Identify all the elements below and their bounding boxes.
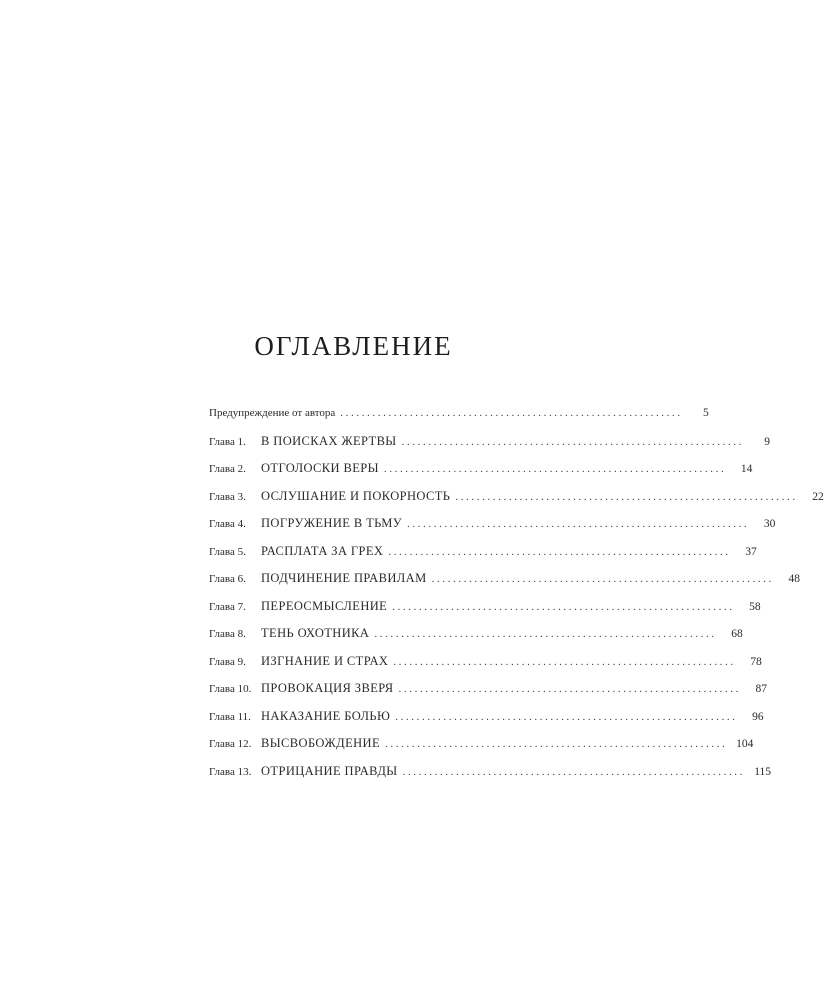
- toc-entry-page: 5: [702, 407, 709, 419]
- dot-leader: ................................................................: [406, 518, 750, 530]
- toc-entry-preface[interactable]: [209, 403, 709, 431]
- dot-leader: ................................................................: [393, 655, 736, 668]
- toc-entry-page: 30: [763, 518, 776, 530]
- toc-entry-page: 68: [731, 628, 743, 640]
- toc-entry-label: Глава 12.: [209, 738, 252, 750]
- toc-entry-label: Глава 11.: [209, 710, 251, 723]
- toc-entry-chapter-12[interactable]: [209, 733, 754, 761]
- toc-entry-label: Глава 13.: [209, 765, 252, 778]
- toc-entry-chapter-1[interactable]: [209, 431, 771, 459]
- dot-leader: ................................................................: [395, 710, 738, 723]
- toc-entry-chapter-3[interactable]: [209, 486, 824, 514]
- toc-entry-chapter-11[interactable]: [209, 706, 764, 734]
- toc-entry-page: 48: [788, 573, 800, 585]
- toc-entry-chapter-4[interactable]: [209, 513, 776, 541]
- toc-entry-title: ПРОВОКАЦИЯ ЗВЕРЯ: [261, 681, 394, 695]
- dot-leader: ................................................................: [455, 490, 798, 503]
- toc-entry-chapter-7[interactable]: [209, 596, 761, 624]
- toc-entry-page: 9: [764, 435, 771, 448]
- toc-entry-label: Глава 4.: [209, 518, 246, 530]
- toc-entry-chapter-10[interactable]: [209, 678, 767, 706]
- dot-leader: ................................................................: [385, 738, 728, 750]
- toc-entry-page: 87: [755, 683, 767, 695]
- toc-entry-title: ПОДЧИНЕНИЕ ПРАВИЛАМ: [261, 571, 427, 585]
- toc-entry-page: 78: [750, 655, 762, 668]
- toc-entry-label: Глава 9.: [209, 655, 246, 668]
- toc-entry-title: В ПОИСКАХ ЖЕРТВЫ: [261, 433, 397, 448]
- toc-entry-title: НАКАЗАНИЕ БОЛЬЮ: [261, 708, 391, 723]
- toc-entry-title: РАСПЛАТА ЗА ГРЕХ: [261, 543, 384, 558]
- dot-leader: ................................................................: [392, 600, 735, 613]
- toc-entry-label: Глава 10.: [209, 683, 252, 695]
- toc-entry-title: ОТРИЦАНИЕ ПРАВДЫ: [261, 763, 398, 778]
- toc-entry-page: 104: [736, 738, 754, 750]
- dot-leader: ................................................................: [431, 573, 774, 585]
- toc-entry-label: Глава 8.: [209, 628, 246, 640]
- dot-leader: ................................................................: [388, 545, 731, 558]
- toc-entry-chapter-6[interactable]: [209, 568, 800, 596]
- toc-entry-title: ОТГОЛОСКИ ВЕРЫ: [261, 461, 379, 475]
- toc-entry-label: Глава 7.: [209, 600, 246, 613]
- toc-entry-page: 96: [752, 710, 764, 723]
- toc-entry-chapter-2[interactable]: [209, 458, 753, 486]
- dot-leader: ................................................................: [402, 765, 746, 778]
- table-of-contents: [209, 403, 824, 788]
- toc-entry-page: 115: [754, 765, 772, 778]
- toc-entry-chapter-8[interactable]: [209, 623, 743, 651]
- toc-entry-label: Глава 1.: [209, 435, 246, 448]
- toc-entry-page: 22: [812, 490, 824, 503]
- toc-entry-chapter-9[interactable]: [209, 651, 762, 679]
- toc-entry-page: 37: [745, 545, 757, 558]
- dot-leader: ................................................................: [401, 435, 745, 448]
- dot-leader: ................................................................: [398, 683, 741, 695]
- toc-entry-page: 58: [749, 600, 761, 613]
- toc-entry-chapter-5[interactable]: [209, 541, 757, 569]
- toc-entry-chapter-13[interactable]: [209, 761, 772, 789]
- toc-entry-title: ИЗГНАНИЕ И СТРАХ: [261, 653, 389, 668]
- toc-entry-title: ОСЛУШАНИЕ И ПОКОРНОСТЬ: [261, 488, 451, 503]
- toc-entry-title: ВЫСВОБОЖДЕНИЕ: [261, 736, 380, 750]
- toc-entry-label: Глава 3.: [209, 490, 246, 503]
- toc-entry-page: 14: [740, 463, 753, 475]
- toc-entry-title: ПОГРУЖЕНИЕ В ТЬМУ: [261, 516, 402, 530]
- toc-entry-label: Глава 6.: [209, 573, 246, 585]
- toc-entry-title: ТЕНЬ ОХОТНИКА: [261, 626, 370, 640]
- dot-leader: ................................................................: [383, 463, 727, 475]
- toc-entry-label: Глава 2.: [209, 463, 246, 475]
- page-title: ОГЛАВЛЕНИЕ: [254, 331, 453, 361]
- dot-leader: ................................................................: [374, 628, 717, 640]
- toc-entry-title: Предупреждение от автора: [209, 407, 336, 419]
- toc-entry-title: ПЕРЕОСМЫСЛЕНИЕ: [261, 598, 388, 613]
- toc-entry-label: Глава 5.: [209, 545, 246, 558]
- dot-leader: ................................................................: [340, 407, 683, 419]
